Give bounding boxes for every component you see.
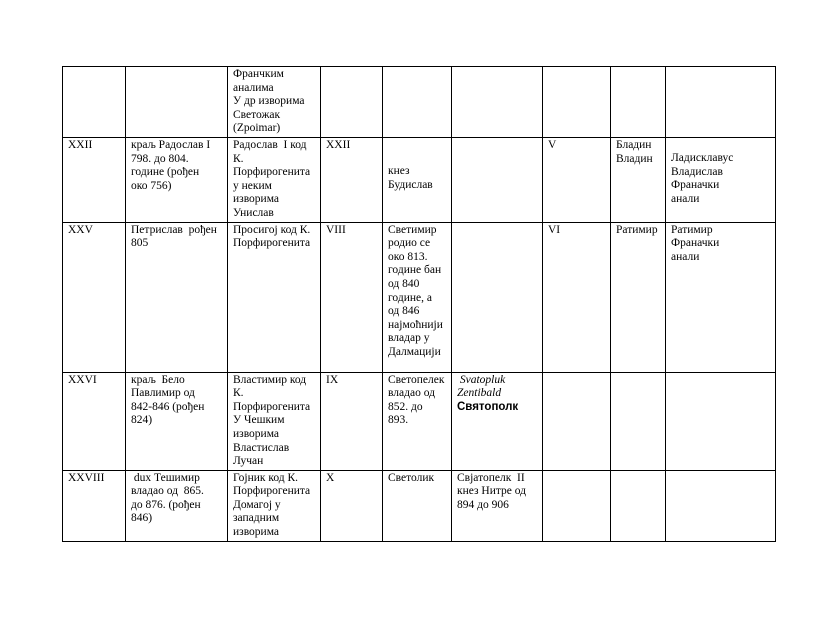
table-row — [63, 67, 776, 138]
table-cell: XXII — [63, 137, 126, 222]
table-cell: VI — [543, 222, 611, 372]
table-cell — [611, 470, 666, 541]
table-cell: dux Тешимир владао од 865. до 876. (рођен 846) — [126, 470, 228, 541]
table-cell: Властимир код К. Порфирогенита У Чешким изворима Властислав Лучан — [228, 372, 321, 470]
table-cell: Радослав I код К. Порфирогенита у неким изворима Унислав — [228, 137, 321, 222]
table-cell: Просигој код К. Порфирогенита — [228, 222, 321, 372]
table-cell: Светопелек владао од 852. до 893. — [383, 372, 452, 470]
table-cell: краљ Радослав I 798. до 804. године (рођен око 756) — [126, 137, 228, 222]
table-cell: Ратимир Франачки анали — [666, 222, 776, 372]
table-row — [63, 372, 776, 470]
table-row — [63, 137, 776, 222]
genealogy-table — [62, 66, 776, 542]
table-cell: Светолик — [383, 470, 452, 541]
table-cell — [543, 67, 611, 138]
table-cell: краљ Бело Павлимир од 842-846 (рођен 824) — [126, 372, 228, 470]
table-cell — [543, 372, 611, 470]
table-cell: Франчким аналима У др изворима Светожак (Zpoimar) — [228, 67, 321, 138]
table-cell: XXII — [321, 137, 383, 222]
table-cell: V — [543, 137, 611, 222]
table-cell — [452, 137, 543, 222]
table-cell — [666, 470, 776, 541]
table-row — [63, 470, 776, 541]
table-cell: Петрислав рођен 805 — [126, 222, 228, 372]
table-cell: X — [321, 470, 383, 541]
table-cell: XXV — [63, 222, 126, 372]
table-cell: кнез Будислав — [383, 137, 452, 222]
table-cell — [63, 67, 126, 138]
table-cell — [321, 67, 383, 138]
table-cell: IX — [321, 372, 383, 470]
table-cell: Ратимир — [611, 222, 666, 372]
table-cell: Свјатопелк II кнез Нитре од 894 до 906 — [452, 470, 543, 541]
table-cell — [611, 67, 666, 138]
table-cell — [611, 372, 666, 470]
table-cell — [383, 67, 452, 138]
table-cell: XXVIII — [63, 470, 126, 541]
table-cell — [666, 67, 776, 138]
table-cell: Гојник код К. Порфирогенита Домагој у западним изворима — [228, 470, 321, 541]
table-cell: VIII — [321, 222, 383, 372]
table-row — [63, 222, 776, 372]
table-cell — [543, 470, 611, 541]
table-cell: Бладин Владин — [611, 137, 666, 222]
table-cell: XXVI — [63, 372, 126, 470]
table-cell: Светимир родио се око 813. године бан од 840 године, а од 846 најмоћнији владар у Далмацији — [383, 222, 452, 372]
table-cell — [452, 222, 543, 372]
table-cell — [452, 67, 543, 138]
table-cell — [126, 67, 228, 138]
table-cell — [666, 372, 776, 470]
table-cell: Ладисклавус Владислав Франачки анали — [666, 137, 776, 222]
table-cell: Svatopluk Zentibald Святополк — [452, 372, 543, 470]
